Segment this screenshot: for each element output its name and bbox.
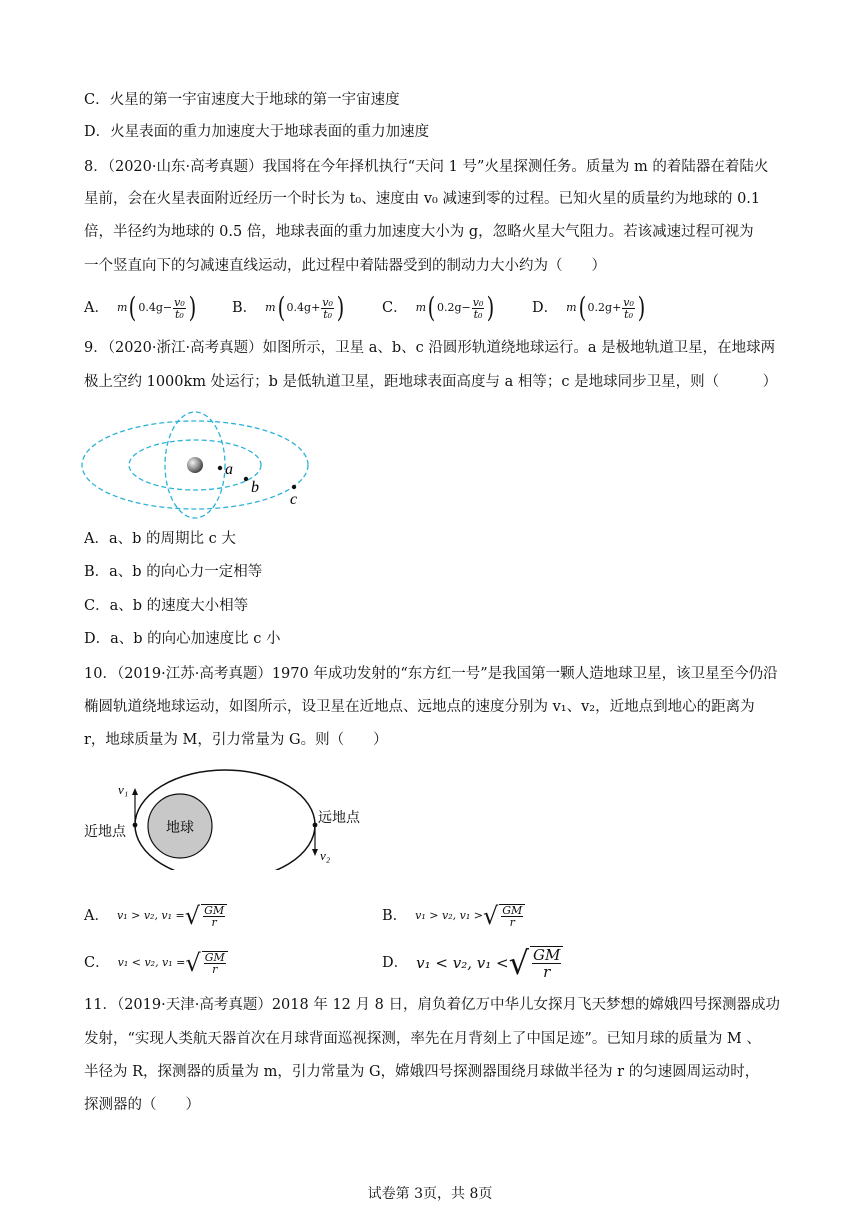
q10-stem-line1: 10．（2019·江苏·高考真题）1970 年成功发射的“东方红一号”是我国第一颗人造地球卫星，该卫星至今仍沿 xyxy=(84,666,778,682)
q8-option-d: D． m ( 0.2g + $\frac{\text{v₀}}{\text{t₀}}$ ) xyxy=(532,291,646,324)
q10-option-b: B． v₁ > v₂, v₁ > √ $\frac{GM}{r}$ xyxy=(382,904,526,928)
q10-stem-line2: 椭圆轨道绕地球运动，如图所示，设卫星在近地点、远地点的速度分别为 v₁、v₂，近地点到地心的距离为 xyxy=(84,699,755,715)
apogee-point xyxy=(313,823,318,828)
q8-option-c: C． m ( 0.2g − $\frac{\text{v₀}}{\text{t₀}}$ ) xyxy=(382,291,495,324)
v1-arrowhead xyxy=(132,788,138,795)
q7-option-c: C．火星的第一宇宙速度大于地球的第一宇宙速度 xyxy=(84,92,400,108)
formula: v₁ < v₂, v₁ = √ $\frac{GM}{r}$ xyxy=(118,951,229,975)
q9-option-a: A．a、b 的周期比 c 大 xyxy=(84,531,236,547)
q10-option-c: C． v₁ < v₂, v₁ = √ $\frac{GM}{r}$ xyxy=(84,951,229,975)
perigee-point xyxy=(133,823,138,828)
satellite-b xyxy=(244,477,248,481)
q9-option-c: C．a、b 的速度大小相等 xyxy=(84,598,249,614)
v2-arrowhead xyxy=(312,849,318,856)
page-footer: 试卷第 3页，共 8页 xyxy=(367,1186,493,1202)
q8-option-b: B． m ( 0.4g + $\frac{\text{v₀}}{\text{t₀}}$ ) xyxy=(232,291,345,324)
q11-stem-line4: 探测器的（ ） xyxy=(84,1097,200,1113)
q8-stem-line4: 一个竖直向下的匀减速直线运动，此过程中着陆器受到的制动力大小约为（ ） xyxy=(84,258,606,274)
q10-option-a: A． v₁ > v₂, v₁ = √ $\frac{GM}{r}$ xyxy=(84,904,228,928)
satellite-c xyxy=(292,485,296,489)
q8-stem-line2: 星前，会在火星表面附近经历一个时长为 t₀、速度由 v₀ 减速到零的过程。已知火星的质量约为地球的 0.1 xyxy=(84,191,761,207)
formula: m ( 0.4g − $\frac{\text{v₀}}{\text{t₀}}$ ) xyxy=(116,291,197,324)
label-b: b xyxy=(251,479,259,496)
q8-option-a: A． m ( 0.4g − $\frac{\text{v₀}}{\text{t₀}}$ ) xyxy=(84,291,197,324)
label-a: a xyxy=(225,461,233,478)
v2-label: v₂ xyxy=(320,848,331,863)
q8-stem-line3: 倍，半径约为地球的 0.5 倍，地球表面的重力加速度大小为 g，忽略火星大气阻力。若该减速过程可视为 xyxy=(84,224,754,240)
q9-stem-line1: 9．（2020·浙江·高考真题）如图所示，卫星 a、b、c 沿圆形轨道绕地球运行。a 是极地轨道卫星，在地球两 xyxy=(84,340,776,356)
q9-option-d: D．a、b 的向心加速度比 c 小 xyxy=(84,631,281,647)
satellite-orbits-figure xyxy=(80,410,320,520)
earth-icon xyxy=(187,457,203,473)
q10-stem-line3: r，地球质量为 M，引力常量为 G。则（ ） xyxy=(84,732,388,748)
q8-stem-line1: 8．（2020·山东·高考真题）我国将在今年择机执行“天问 1 号”火星探测任务。质量为 m 的着陆器在着陆火 xyxy=(84,159,769,175)
elliptical-orbit-figure xyxy=(80,760,380,870)
formula: m ( 0.2g − $\frac{\text{v₀}}{\text{t₀}}$ ) xyxy=(415,291,495,324)
formula: v₁ > v₂, v₁ > √ $\frac{GM}{r}$ xyxy=(415,904,526,928)
q11-stem-line1: 11．（2019·天津·高考真题）2018 年 12 月 8 日，肩负着亿万中华儿女探月飞天梦想的嫦娥四号探测器成功 xyxy=(84,997,780,1013)
earth-label: 地球 xyxy=(166,819,194,835)
satellite-a xyxy=(218,466,222,470)
formula: v₁ < v₂, v₁ < √ $\frac{GM}{r}$ xyxy=(416,946,564,980)
q9-option-b: B．a、b 的向心力一定相等 xyxy=(84,564,263,580)
formula: m ( 0.4g + $\frac{\text{v₀}}{\text{t₀}}$ ) xyxy=(265,291,345,324)
apogee-label: 远地点 xyxy=(318,809,360,825)
formula: v₁ > v₂, v₁ = √ $\frac{GM}{r}$ xyxy=(117,904,228,928)
q9-stem-line2: 极上空约 1000km 处运行；b 是低轨道卫星，距地球表面高度与 a 相等；c 是地球同步卫星，则（ ） xyxy=(84,374,778,390)
formula: m ( 0.2g + $\frac{\text{v₀}}{\text{t₀}}$ ) xyxy=(566,291,646,324)
perigee-label: 近地点 xyxy=(84,823,126,839)
label-c: c xyxy=(290,491,298,508)
q7-option-d: D．火星表面的重力加速度大于地球表面的重力加速度 xyxy=(84,124,430,140)
q10-option-d: D． v₁ < v₂, v₁ < √ $\frac{GM}{r}$ xyxy=(382,946,564,980)
q11-stem-line3: 半径为 R，探测器的质量为 m，引力常量为 G，嫦娥四号探测器围绕月球做半径为 r 的匀速圆周运动时， xyxy=(84,1064,760,1080)
v1-label: v₁ xyxy=(118,782,129,797)
q11-stem-line2: 发射，“实现人类航天器首次在月球背面巡视探测，率先在月背刻上了中国足迹”。已知月球的质量为 M 、 xyxy=(84,1031,761,1047)
